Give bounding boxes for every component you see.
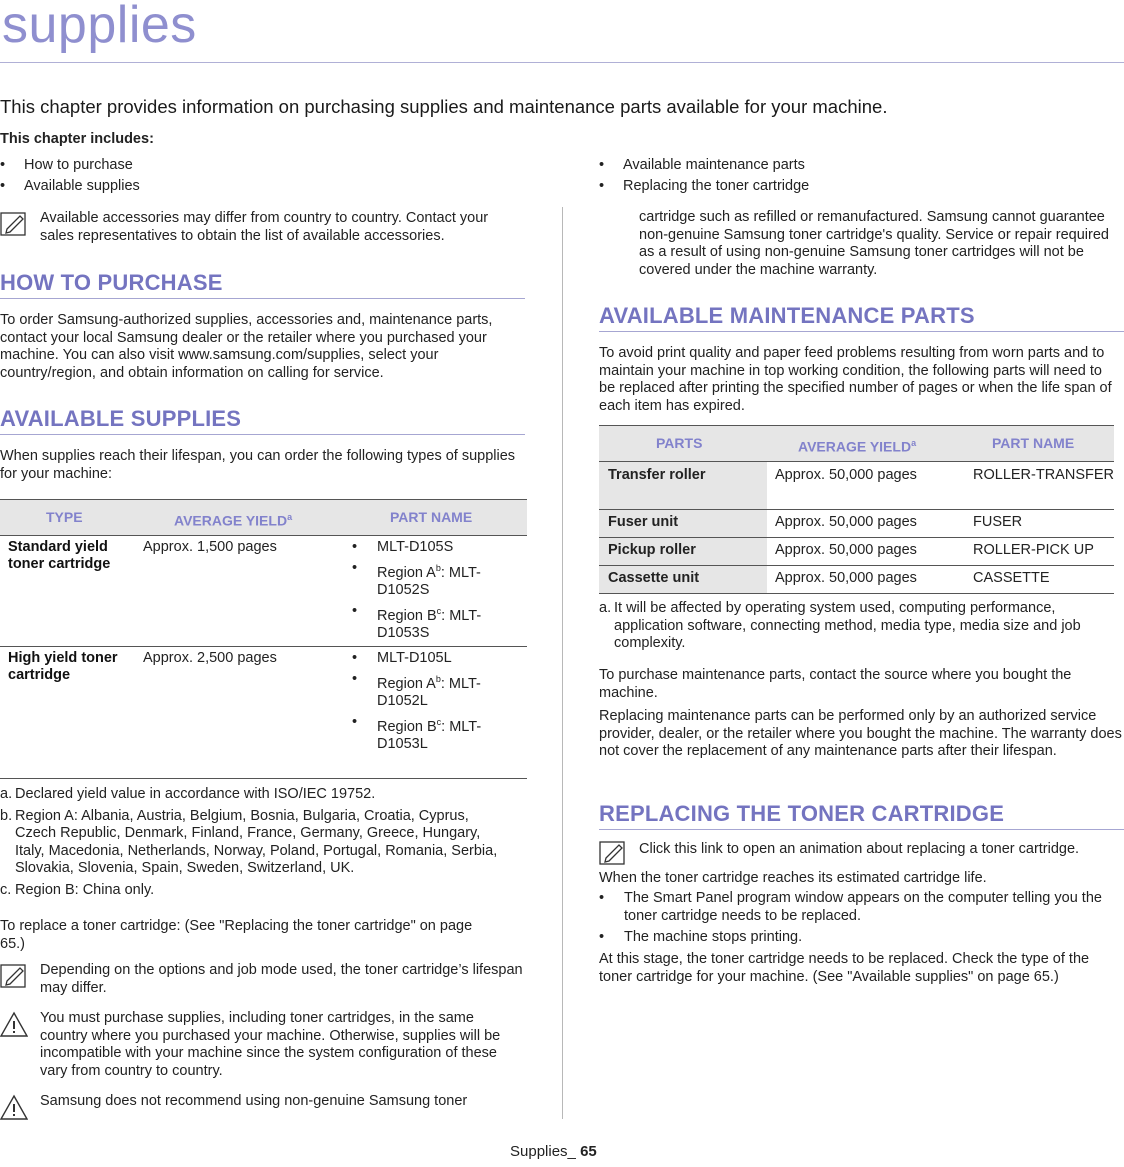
yield-cell: Approx. 2,500 pages xyxy=(136,647,348,779)
part-item: • Region $A^b$: MLT-D1052L xyxy=(352,671,527,710)
list-item[interactable]: • Replacing the toner cartridge xyxy=(599,176,1099,197)
yield-cell: Approx. 50,000 pages xyxy=(767,462,965,510)
footnote: c. Region B: China only. xyxy=(0,881,155,898)
table-header-row xyxy=(599,426,1114,462)
part-item: • Region $A^b$: MLT-D1052S xyxy=(352,560,527,599)
col-header-part: PART NAME xyxy=(965,426,1114,462)
warning-genuine-continued: cartridge such as refilled or remanufactured. Samsung cannot guarantee non-genuine Samsung toner cartridge's quality. Service or repair required as a result of using non-genuine Samsung toner cartridges will not be covered under the machine warranty. xyxy=(639,209,1109,278)
available-supplies-body: When supplies reach their lifespan, you can order the following types of supplies for your machine: xyxy=(0,448,516,482)
col-header-yield: AVERAGE YIELD$^a$ xyxy=(136,500,348,536)
part-cell: CASSETTE xyxy=(965,566,1114,594)
how-to-purchase-body: To order Samsung-authorized supplies, accessories and, maintenance parts, contact your local Samsung dealer or the retailer where you purchased your machine. You can also visit www.samsung.com/supplies, select your country/region, and obtain information on calling for service. xyxy=(0,312,493,381)
replacing-final-text: At this stage, the toner cartridge needs to be replaced. Check the type of the toner cartridge for your machine. (See "Available supplies" on page 65.) xyxy=(599,951,1090,985)
list-item: • The Smart Panel program window appears on the computer telling you the toner cartridge needs to be replaced. xyxy=(599,890,1121,925)
part-item: • Region $B^c$: MLT-D1053L xyxy=(352,714,527,753)
part-cell: ROLLER-PICK UP xyxy=(965,538,1114,566)
note-lifespan: Depending on the options and job mode used, the toner cartridge’s lifespan may differ. xyxy=(0,962,525,997)
heading-rule xyxy=(599,331,1124,332)
part-item: • MLT-D105S xyxy=(352,539,527,556)
page-number: 65 xyxy=(580,1143,597,1160)
part-name-cell: Transfer roller xyxy=(599,462,767,510)
supplies-footnotes xyxy=(0,786,510,899)
heading-how-to-purchase: HOW TO PURCHASE xyxy=(0,270,223,295)
yield-cell: Approx. 1,500 pages xyxy=(136,536,348,647)
footnote: b. Region A: Albania, Austria, Belgium, Bosnia, Bulgaria, Croatia, Cyprus, Czech Republic, Denmark, Finland, France, Germany, Greece, Hungary, Italy, Macedonia, Netherlands, Norway, Poland, Portugal, Romania, Serbia, Slovakia, Slovenia, Spain, Sweden, Switzerland, UK. xyxy=(0,807,498,876)
table-row xyxy=(599,510,1114,538)
warning-icon xyxy=(0,1010,28,1038)
part-cell xyxy=(348,536,527,647)
heading-rule xyxy=(0,434,525,435)
replacing-when-text: When the toner cartridge reaches its estimated cartridge life. xyxy=(599,870,987,886)
heading-rule xyxy=(599,829,1124,830)
note-pencil-icon xyxy=(0,962,28,990)
animation-link[interactable]: Click this link to open an animation about replacing a toner cartridge. xyxy=(639,841,1080,857)
replacing-bullets xyxy=(599,890,1121,951)
type-cell: High yield toner cartridge xyxy=(0,647,136,779)
table-row xyxy=(599,462,1114,510)
list-item: • The machine stops printing. xyxy=(599,929,1121,947)
note-pencil-icon xyxy=(0,210,28,238)
includes-label: This chapter includes: xyxy=(0,131,154,147)
part-name-cell: Cassette unit xyxy=(599,566,767,594)
part-item: • MLT-D105L xyxy=(352,650,527,667)
chapter-intro: This chapter provides information on purchasing supplies and maintenance parts available for your machine. xyxy=(0,96,888,117)
note-accessories: Available accessories may differ from country to country. Contact your sales representatives to obtain the list of available accessories. xyxy=(0,210,525,245)
maintenance-purchase-text: To purchase maintenance parts, contact the source where you bought the machine. xyxy=(599,667,1072,701)
type-cell: Standard yield toner cartridge xyxy=(0,536,136,647)
heading-rule xyxy=(0,298,525,299)
part-cell: FUSER xyxy=(965,510,1114,538)
column-divider xyxy=(562,207,563,1119)
maintenance-table xyxy=(599,425,1114,594)
part-name-cell: Fuser unit xyxy=(599,510,767,538)
footnote: a. Declared yield value in accordance with ISO/IEC 19752. xyxy=(0,786,376,802)
part-name-cell: Pickup roller xyxy=(599,538,767,566)
warning-country: You must purchase supplies, including toner cartridges, in the same country where you purchased your machine. Otherwise, supplies will be incompatible with your machine since the system configuration of these vary from country to country. xyxy=(0,1010,525,1080)
col-header-type: TYPE xyxy=(0,500,136,536)
maintenance-footnote xyxy=(599,600,1099,653)
supplies-table xyxy=(0,499,527,779)
heading-replacing-toner: REPLACING THE TONER CARTRIDGE xyxy=(599,801,1005,826)
list-item[interactable]: • How to purchase xyxy=(0,155,540,176)
title-rule xyxy=(0,62,1124,63)
list-item[interactable]: • Available supplies xyxy=(0,176,540,197)
includes-list-right xyxy=(599,155,1099,197)
yield-cell: Approx. 50,000 pages xyxy=(767,538,965,566)
part-cell xyxy=(348,647,527,779)
note-animation-link[interactable] xyxy=(599,839,1124,867)
includes-list-left xyxy=(0,155,540,197)
warning-genuine: Samsung does not recommend using non-genuine Samsung toner xyxy=(0,1093,525,1121)
table-row xyxy=(0,647,527,779)
maintenance-replacing-text: Replacing maintenance parts can be performed only by an authorized service provider, dealer, or the retailer where you bought the machine. The warranty does not cover the replacement of any maintenance parts after their lifespan. xyxy=(599,708,1122,759)
heading-maintenance-parts: AVAILABLE MAINTENANCE PARTS xyxy=(599,303,975,328)
warning-icon xyxy=(0,1093,28,1121)
col-header-parts: PARTS xyxy=(599,426,767,462)
heading-available-supplies: AVAILABLE SUPPLIES xyxy=(0,406,242,431)
yield-cell: Approx. 50,000 pages xyxy=(767,566,965,594)
page-title: supplies xyxy=(2,0,197,54)
table-row xyxy=(599,538,1114,566)
replace-cartridge-text: To replace a toner cartridge: (See "Replacing the toner cartridge" on page 65.) xyxy=(0,918,473,952)
table-header-row xyxy=(0,500,527,536)
note-pencil-icon xyxy=(599,839,627,867)
table-row xyxy=(599,566,1114,594)
part-item: • Region $B^c$: MLT-D1053S xyxy=(352,603,527,642)
col-header-part: PART NAME xyxy=(348,500,527,536)
page-footer: Supplies_ 65 xyxy=(510,1143,597,1160)
col-header-yield: AVERAGE YIELD$^a$ xyxy=(767,426,965,462)
footnote: a. It will be affected by operating system used, computing performance, application software, connecting method, media type, media size and job complexity. xyxy=(599,600,1081,651)
maintenance-body: To avoid print quality and paper feed problems resulting from worn parts and to maintain your machine in top working condition, the following parts will need to be replaced after printing the specified number of pages or when the life span of each item has expired. xyxy=(599,345,1112,414)
table-row xyxy=(0,536,527,647)
list-item[interactable]: • Available maintenance parts xyxy=(599,155,1099,176)
part-cell: ROLLER-TRANSFER xyxy=(965,462,1114,510)
yield-cell: Approx. 50,000 pages xyxy=(767,510,965,538)
